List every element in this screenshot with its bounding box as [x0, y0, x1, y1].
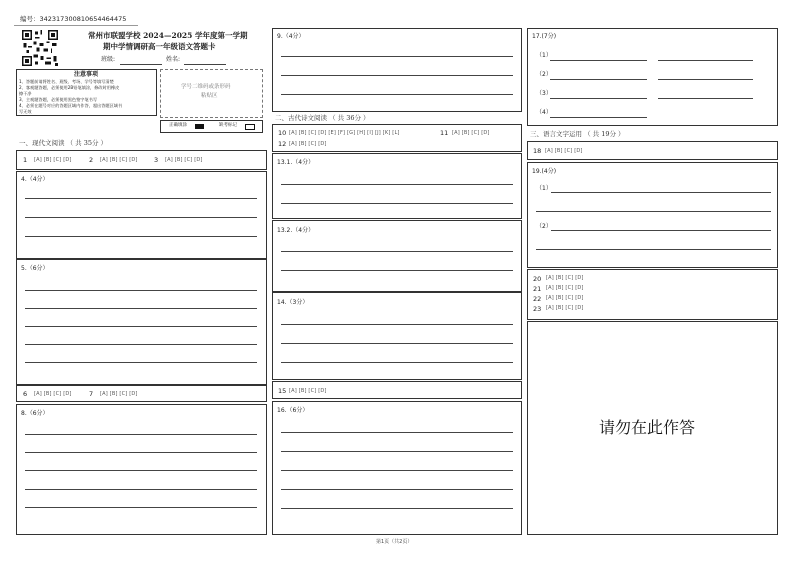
q16-label: 16.（6分） — [277, 407, 309, 414]
q17-part-2: （2） — [536, 71, 552, 78]
answer-line — [281, 56, 513, 57]
barcode-paste-area — [160, 69, 263, 118]
serial-underline — [14, 25, 138, 26]
q13-2-label: 13.2.（4分） — [277, 227, 315, 234]
q17-part-4: （4） — [536, 109, 552, 116]
answer-line — [25, 198, 257, 199]
q2-num: 2 — [89, 156, 94, 164]
mc-block-15 — [272, 381, 522, 399]
answer-line — [281, 94, 513, 95]
answer-line — [25, 308, 257, 309]
answer-line — [25, 362, 257, 363]
answer-line — [536, 211, 771, 212]
q17-answer-box[interactable] — [527, 28, 778, 126]
no-answer-text: 请勿在此作答 — [599, 418, 696, 437]
q11-options[interactable]: [A] [B] [C] [D] — [452, 130, 490, 136]
notice-title: 注意事项 — [74, 71, 99, 78]
answer-line — [281, 470, 513, 471]
q19-label: 19.(4分) — [532, 168, 557, 175]
title-line-2: 期中学情调研高一年级语文答题卡 — [103, 42, 216, 51]
answer-line — [281, 489, 513, 490]
q7-num: 7 — [89, 390, 94, 398]
answer-line — [25, 326, 257, 327]
answer-line — [25, 236, 257, 237]
section-2-title: 二、古代诗文阅读 （ 共 36分 ） — [275, 114, 370, 122]
name-label: 姓名: — [166, 56, 181, 63]
q5-answer-box[interactable] — [16, 259, 267, 385]
mc-block-10-12 — [272, 124, 522, 152]
absent-mark-label: 缺考标记 — [219, 123, 237, 128]
q9-label: 9.（4分） — [277, 33, 305, 40]
q15-options[interactable]: [A] [B] [C] [D] — [289, 388, 327, 394]
q6-num: 6 — [23, 390, 28, 398]
q22-num: 22 — [533, 295, 542, 303]
q1-options[interactable]: [A] [B] [C] [D] — [34, 157, 72, 163]
answer-line — [281, 324, 513, 325]
q13-1-answer-box[interactable] — [272, 153, 522, 219]
answer-line — [658, 79, 753, 80]
q5-label: 5.（6分） — [21, 265, 49, 272]
q4-answer-box[interactable] — [16, 171, 267, 259]
q21-options[interactable]: [A] [B] [C] [D] — [546, 285, 584, 291]
page-number: 第1页（共2页） — [376, 539, 413, 545]
answer-line — [25, 507, 257, 508]
q14-label: 14.（3分） — [277, 299, 309, 306]
q17-part-3: （3） — [536, 90, 552, 97]
answer-line — [550, 79, 647, 80]
q2-options[interactable]: [A] [B] [C] [D] — [100, 157, 138, 163]
notice-item: 擦干净 — [19, 91, 32, 96]
q18-num: 18 — [533, 147, 542, 155]
q16-answer-box[interactable] — [272, 401, 522, 535]
q14-answer-box[interactable] — [272, 292, 522, 380]
notice-item: 3、主观题答题，必须使用黑色签字笔书写 — [19, 97, 98, 102]
answer-line — [281, 270, 513, 271]
answer-line — [658, 98, 753, 99]
answer-line — [281, 203, 513, 204]
q13-2-answer-box[interactable] — [272, 220, 522, 292]
correct-fill-label: 正确填涂 — [169, 123, 187, 128]
answer-line — [25, 452, 257, 453]
mc-block-1-3 — [16, 150, 267, 170]
answer-line — [550, 98, 647, 99]
answer-line — [281, 508, 513, 509]
barcode-label-1: 学号二维码或条形码 — [181, 84, 231, 90]
q4-label: 4.（4分） — [21, 176, 49, 183]
answer-line — [281, 75, 513, 76]
q21-num: 21 — [533, 285, 542, 293]
q12-options[interactable]: [A] [B] [C] [D] — [289, 141, 327, 147]
notice-box — [16, 69, 157, 116]
q1-num: 1 — [23, 156, 28, 164]
answer-line — [551, 192, 771, 193]
answer-line — [551, 230, 771, 231]
q13-1-label: 13.1.（4分） — [277, 159, 315, 166]
q19-part-2: （2） — [536, 223, 552, 230]
serial-number: 编号：34231730081065446447​5 — [20, 15, 127, 23]
answer-line — [25, 344, 257, 345]
q10-options[interactable]: [A] [B] [C] [D] [E] [F] [G] [H] [I] [J] [K] [L] — [289, 130, 400, 136]
q10-num: 10 — [278, 129, 287, 137]
name-field[interactable] — [184, 64, 226, 65]
q23-num: 23 — [533, 305, 542, 313]
section-3-title: 三、语言文字运用 （ 共 19分 ） — [530, 130, 625, 138]
answer-line — [281, 432, 513, 433]
absent-mark-box[interactable] — [245, 124, 255, 130]
answer-line — [25, 290, 257, 291]
answer-line — [25, 434, 257, 435]
q23-options[interactable]: [A] [B] [C] [D] — [546, 305, 584, 311]
class-label: 班级: — [101, 56, 116, 63]
answer-line — [281, 251, 513, 252]
q15-num: 15 — [278, 387, 287, 395]
mc-block-6-7 — [16, 385, 267, 402]
notice-item: 写无效 — [19, 109, 32, 114]
no-answer-area — [527, 321, 778, 535]
q22-options[interactable]: [A] [B] [C] [D] — [546, 295, 584, 301]
barcode-label-2: 粘贴区 — [201, 93, 218, 99]
q3-num: 3 — [154, 156, 159, 164]
q9-answer-box[interactable] — [272, 28, 522, 112]
answer-line — [550, 117, 647, 118]
answer-line — [536, 249, 771, 250]
q20-num: 20 — [533, 275, 542, 283]
answer-line — [658, 60, 753, 61]
answer-line — [25, 470, 257, 471]
answer-line — [281, 343, 513, 344]
q12-num: 12 — [278, 140, 287, 148]
class-field[interactable] — [120, 64, 162, 65]
answer-line — [281, 362, 513, 363]
title-line-1: 常州市联盟学校 2024—2025 学年度第一学期 — [88, 31, 248, 40]
q7-options[interactable]: [A] [B] [C] [D] — [100, 391, 138, 397]
answer-line — [25, 489, 257, 490]
q17-label: 17.(7分) — [532, 33, 557, 40]
q19-part-1: （1） — [536, 185, 552, 192]
q8-label: 8.（6分） — [21, 410, 49, 417]
section-1-title: 一、现代文阅读 （ 共 35分 ） — [19, 139, 108, 147]
notice-item: 2、客观题答题，必须使用2B铅笔填涂，修改时用橡皮 — [19, 85, 120, 90]
correct-fill-icon — [195, 124, 204, 129]
q11-num: 11 — [440, 129, 449, 137]
q3-options[interactable]: [A] [B] [C] [D] — [165, 157, 203, 163]
q8-answer-box[interactable] — [16, 404, 267, 535]
q6-options[interactable]: [A] [B] [C] [D] — [34, 391, 72, 397]
q18-options[interactable]: [A] [B] [C] [D] — [545, 148, 583, 154]
mc-block-18 — [527, 141, 778, 160]
answer-line — [25, 217, 257, 218]
qr-code-icon — [22, 30, 58, 66]
q20-options[interactable]: [A] [B] [C] [D] — [546, 275, 584, 281]
notice-item: 4、必须在题号对应的答题区域内作答，超出答题区域书 — [19, 103, 123, 108]
answer-line — [281, 184, 513, 185]
q17-part-1: （1） — [536, 52, 552, 59]
fill-legend — [160, 120, 263, 133]
mc-block-20-23 — [527, 269, 778, 320]
answer-line — [281, 451, 513, 452]
notice-item: 1、答题前请将姓名、班级、考场、学号等填写清楚 — [19, 79, 114, 84]
q19-answer-box[interactable] — [527, 162, 778, 268]
answer-line — [550, 60, 647, 61]
